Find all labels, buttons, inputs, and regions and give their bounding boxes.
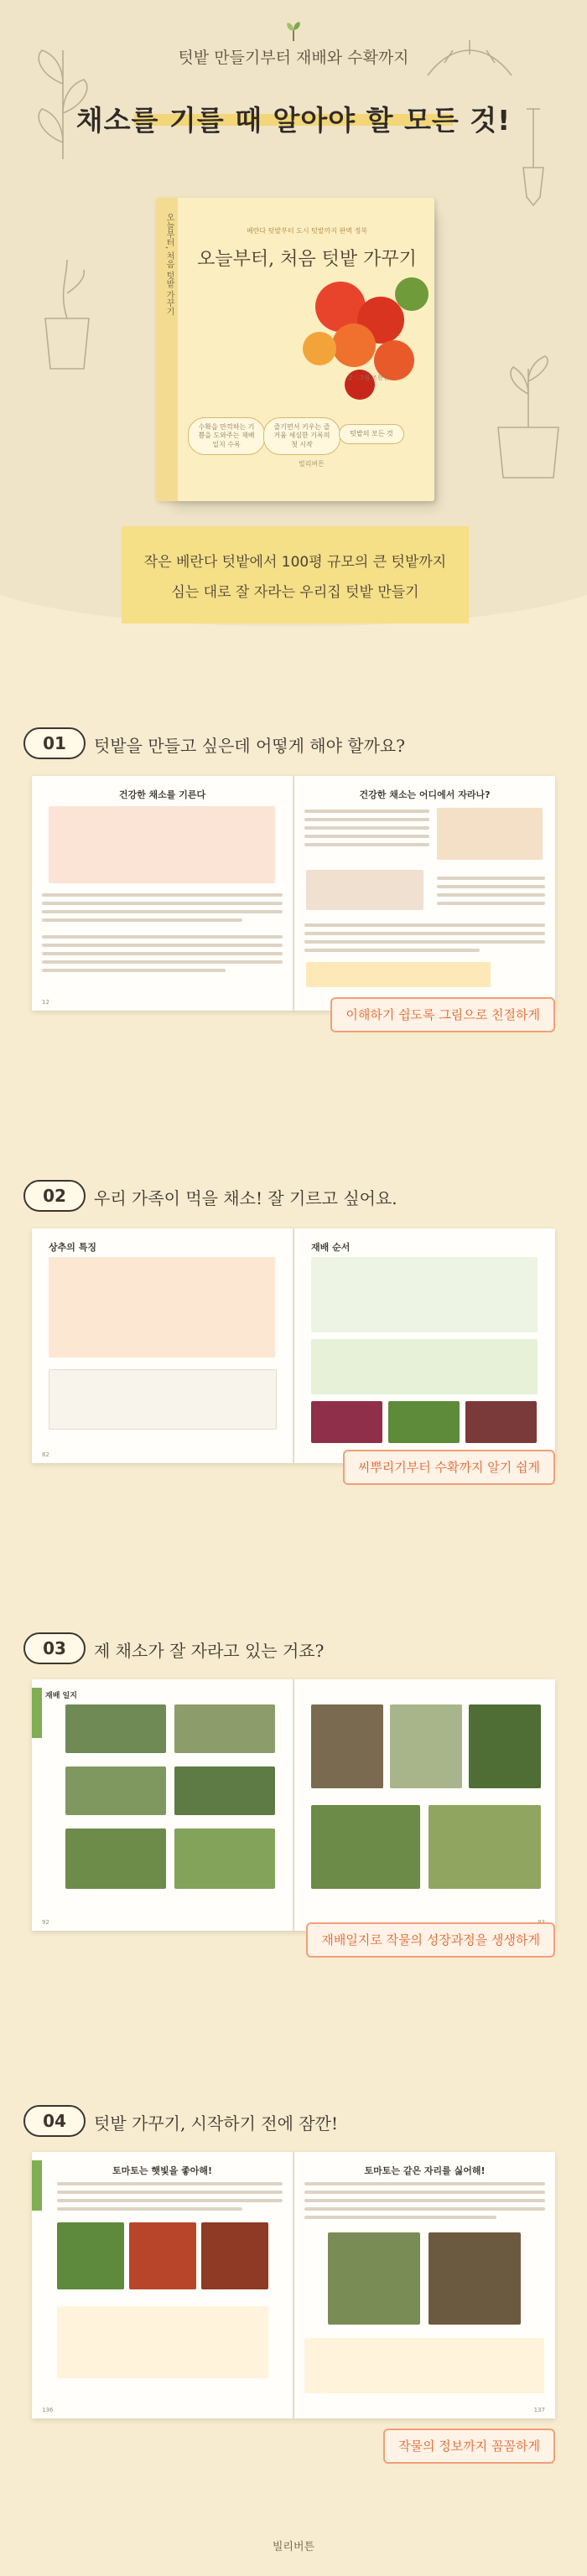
feature-caption: 재배일지로 작물의 성장과정을 생생하게 xyxy=(306,1922,555,1958)
page-number: 136 xyxy=(42,2407,54,2413)
page-heading: 상추의 특징 xyxy=(49,1242,96,1253)
section-number: 02 xyxy=(23,1180,86,1212)
page-heading: 건강한 채소는 어디에서 자라나? xyxy=(359,789,491,800)
flowerpot-doodle-icon xyxy=(486,335,570,486)
section-03 xyxy=(0,1632,587,2043)
section-title: 텃밭 가꾸기, 시작하기 전에 잠깐! xyxy=(94,2113,338,2134)
book-spread xyxy=(32,776,555,1011)
growth-photo xyxy=(65,1829,166,1889)
right-page xyxy=(294,1679,555,1931)
growth-photo xyxy=(65,1704,166,1753)
tip-box xyxy=(57,2306,268,2378)
growth-photo xyxy=(311,1805,420,1889)
book-spine-title: 오늘부터, 처음 텃밭 가꾸기 xyxy=(164,213,174,316)
page-number: 62 xyxy=(42,1451,49,1458)
tip-box xyxy=(306,962,491,987)
growth-photo xyxy=(174,1704,275,1753)
book-spine xyxy=(156,198,178,501)
publisher-logo: 빌리버튼 xyxy=(272,2541,315,2553)
feature-caption: 씨뿌리기부터 수확까지 알기 쉽게 xyxy=(343,1450,555,1485)
section-number: 03 xyxy=(23,1632,86,1664)
growth-timeline-chart xyxy=(49,1369,277,1430)
feature-caption: 이해하기 쉽도록 그림으로 친절하게 xyxy=(330,997,555,1032)
section-title: 제 채소가 잘 자라고 있는 거죠? xyxy=(94,1641,325,1661)
book-spread xyxy=(32,1679,555,1931)
section-number: 04 xyxy=(23,2105,86,2137)
section-title: 텃밭을 만들고 싶은데 어떻게 해야 할까요? xyxy=(94,736,405,756)
tip-box xyxy=(304,2338,544,2393)
feature-caption: 작물의 정보까지 꼼꼼하게 xyxy=(383,2429,555,2464)
banner-line-2: 심는 대로 잘 자라는 우리집 텃밭 만들기 xyxy=(171,584,419,601)
book-title: 오늘부터, 처음 텃밭 가꾸기 xyxy=(197,249,417,270)
soil-illustration xyxy=(437,808,543,860)
tomato-photo xyxy=(129,2222,196,2289)
page-heading: 재배 일지 xyxy=(45,1692,77,1700)
page-heading: 토마토는 같은 자리를 싫어해! xyxy=(364,2165,486,2176)
tomato-photo xyxy=(57,2222,124,2289)
page-number: 12 xyxy=(42,999,49,1006)
lettuce-varieties-illustration xyxy=(311,1339,538,1394)
section-04 xyxy=(0,2105,587,2524)
tomato-photo xyxy=(201,2222,268,2289)
lettuce-photo xyxy=(388,1401,460,1443)
book-badge-1: 수확을 만끽하는 기쁨을 도와주는 재배일지 수록 xyxy=(188,417,265,455)
book-spread xyxy=(32,1229,555,1463)
page-number: 137 xyxy=(533,2407,545,2413)
section-02 xyxy=(0,1180,587,1574)
sprout-icon xyxy=(284,20,303,42)
page-heading: 건강한 채소를 기른다 xyxy=(118,789,206,800)
growth-photo xyxy=(311,1704,383,1788)
lettuce-photo xyxy=(311,1401,382,1443)
section-title: 우리 가족이 먹을 채소! 잘 기르고 싶어요. xyxy=(94,1188,397,1208)
book-author: 글 · 그림 조현진 xyxy=(347,375,389,381)
page-heading: 토마토는 햇빛을 좋아해! xyxy=(112,2165,212,2176)
growth-photo xyxy=(65,1766,166,1815)
book-badge-2: 즐기면서 키우는 즐거움 세심한 기록의 첫 시작 xyxy=(263,417,340,455)
hero-headline: 채소를 기를 때 알아야 할 모든 것! xyxy=(75,104,512,137)
growth-photo xyxy=(174,1766,275,1815)
growth-photo xyxy=(174,1829,275,1889)
right-page xyxy=(294,1229,555,1463)
growth-photo xyxy=(390,1704,462,1788)
tomato-photo xyxy=(429,2232,521,2325)
growth-photo xyxy=(429,1805,541,1889)
section-01 xyxy=(0,727,587,1121)
chapter-tab xyxy=(32,1688,42,1738)
book-badge-3: 텃밭의 모든 것 xyxy=(339,424,404,444)
left-page xyxy=(32,776,293,1011)
book-subtitle: 베란다 텃밭부터 도시 텃밭까지 완벽 정복 xyxy=(246,227,368,235)
page-heading: 재배 순서 xyxy=(311,1242,351,1253)
page-number: 92 xyxy=(42,1919,49,1926)
banner-line-1: 작은 베란다 텃밭에서 100평 규모의 큰 텃밭까지 xyxy=(143,554,447,571)
hero-section xyxy=(0,0,587,578)
left-page xyxy=(32,1679,293,1931)
vegetable-doodle-icon xyxy=(34,251,101,377)
book-spread xyxy=(32,2152,555,2418)
right-page xyxy=(294,776,555,1011)
right-page xyxy=(294,2152,555,2418)
comic-illustration xyxy=(49,806,275,883)
book-publisher: 빌리버튼 xyxy=(299,460,325,468)
growth-photo xyxy=(469,1704,541,1788)
hero-tagline: 텃밭 만들기부터 재배와 수확까지 xyxy=(178,49,409,67)
left-page xyxy=(32,1229,293,1463)
section-number: 01 xyxy=(23,727,86,759)
book-cover xyxy=(156,198,434,501)
left-page xyxy=(32,2152,293,2418)
soil-illustration xyxy=(306,870,423,910)
lettuce-photo xyxy=(465,1401,537,1443)
sowing-steps-illustration xyxy=(311,1257,538,1332)
comic-illustration xyxy=(49,1257,275,1358)
intro-banner xyxy=(122,526,469,623)
tomato-photo xyxy=(328,2232,420,2325)
